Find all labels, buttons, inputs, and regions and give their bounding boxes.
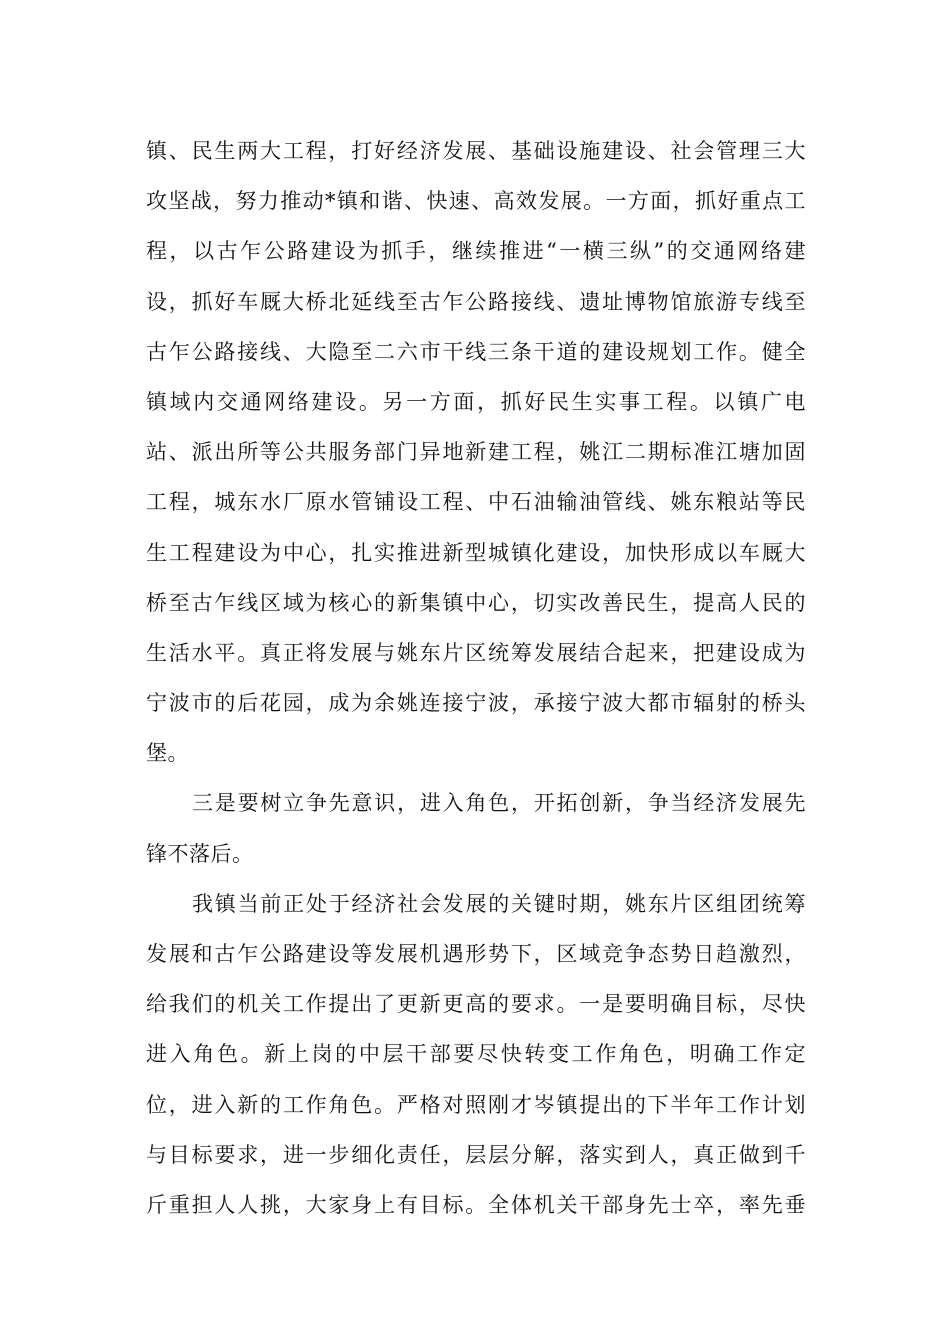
paragraph-line: 宁波市的后花园，成为余姚连接宁波，承接宁波大都市辐射的桥头 (146, 691, 806, 716)
paragraph-line: 镇、民生两大工程，打好经济发展、基础设施建设、社会管理三大 (146, 139, 806, 163)
paragraph-line: 桥至古乍线区域为核心的新集镇中心，切实改善民生，提高人民的 (146, 590, 806, 615)
paragraph-line: 给我们的机关工作提出了更新更高的要求。一是要明确目标，尽快 (146, 992, 806, 1017)
paragraph-line: 工程，城东水厂原水管铺设工程、中石油输油管线、姚东粮站等民 (146, 490, 806, 515)
paragraph-line: 生活水平。真正将发展与姚东片区统筹发展结合起来，把建设成为 (146, 640, 806, 665)
paragraph-line: 我镇当前正处于经济社会发展的关键时期，姚东片区组团统筹 (192, 891, 806, 916)
paragraph-line: 攻坚战，努力推动*镇和谐、快速、高效发展。一方面，抓好重点工 (146, 189, 806, 214)
paragraph-line: 与目标要求，进一步细化责任，层层分解，落实到人，真正做到千 (146, 1142, 806, 1167)
paragraph-line: 镇域内交通网络建设。另一方面，抓好民生实事工程。以镇广电 (146, 389, 806, 414)
paragraph-line: 锋不落后。 (146, 841, 254, 866)
paragraph-line: 位，进入新的工作角色。严格对照刚才岑镇提出的下半年工作计划 (146, 1092, 806, 1117)
paragraph-line: 进入角色。新上岗的中层干部要尽快转变工作角色，明确工作定 (146, 1042, 806, 1067)
paragraph-line: 生工程建设为中心，扎实推进新型城镇化建设，加快形成以车厩大 (146, 540, 806, 565)
paragraph-line: 三是要树立争先意识，进入角色，开拓创新，争当经济发展先 (192, 791, 806, 816)
paragraph-line: 程，以古乍公路建设为抓手，继续推进“一横三纵”的交通网络建 (146, 239, 806, 264)
paragraph-line: 堡。 (146, 741, 189, 766)
document-body (146, 126, 806, 1230)
paragraph-line: 设，抓好车厩大桥北延线至古乍公路接线、遗址博物馆旅游专线至 (146, 289, 806, 314)
paragraph-line: 发展和古乍公路建设等发展机遇形势下，区域竞争态势日趋激烈， (146, 942, 806, 966)
paragraph-line: 站、派出所等公共服务部门异地新建工程，姚江二期标准江塘加固 (146, 440, 806, 465)
paragraph-line: 斤重担人人挑，大家身上有目标。全体机关干部身先士卒，率先垂 (146, 1192, 806, 1217)
paragraph-line: 古乍公路接线、大隐至二六市干线三条干道的建设规划工作。健全 (146, 339, 806, 364)
